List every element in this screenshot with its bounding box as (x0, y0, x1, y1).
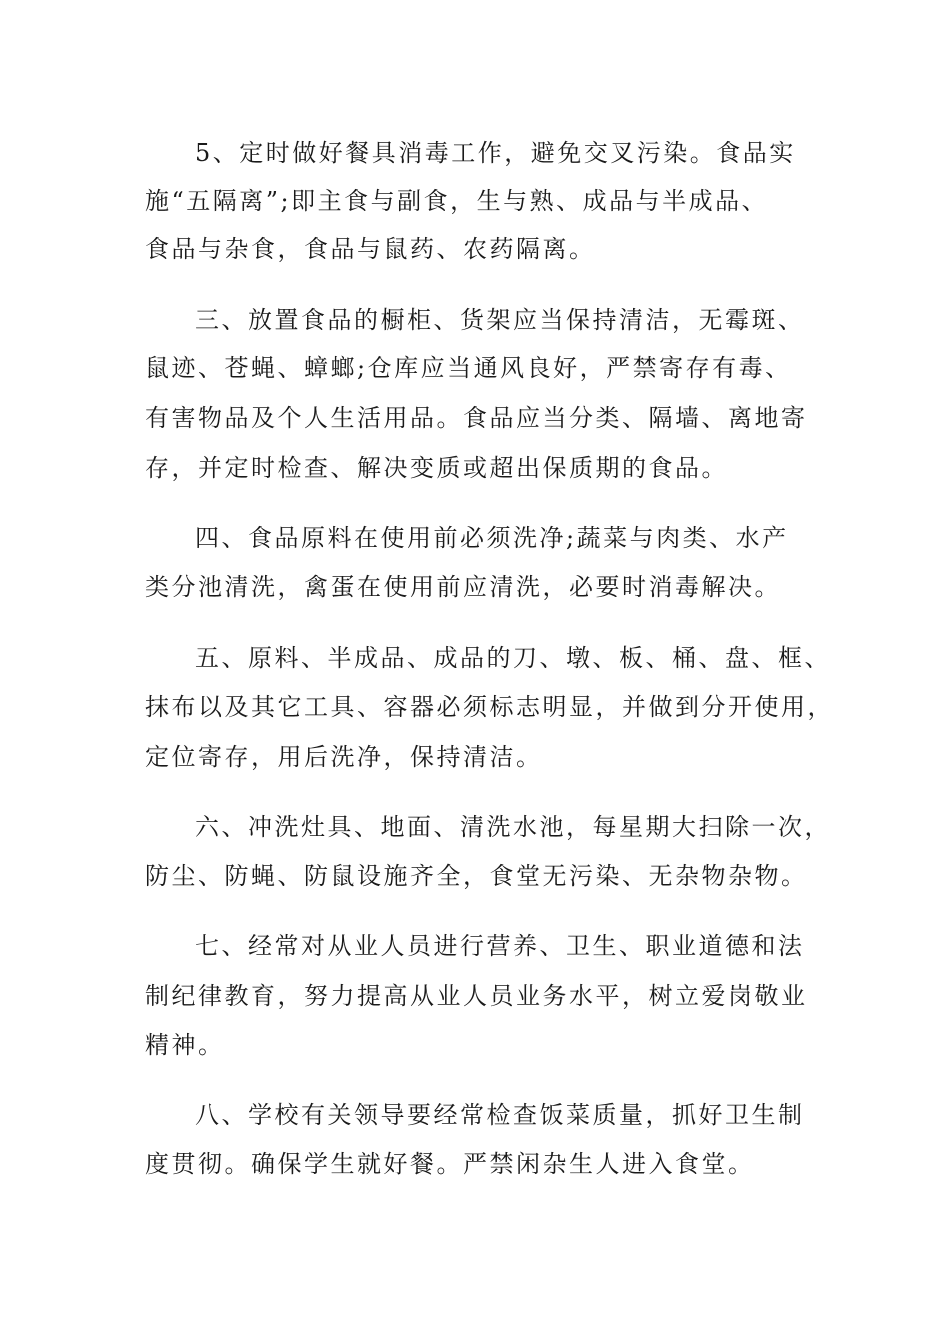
paragraph-6-line-2: 制纪律教育，努力提高从业人员业务水平，树立爱岗敬业 (145, 982, 808, 1010)
paragraph-1-line-3: 食品与杂食，食品与鼠药、农药隔离。 (145, 235, 596, 263)
paragraph-6-line-3: 精神。 (145, 1031, 225, 1059)
paragraph-2-line-4: 存，并定时检查、解决变质或超出保质期的食品。 (145, 454, 728, 482)
paragraph-5-line-2: 防尘、防蝇、防鼠设施齐全，食堂无污染、无杂物杂物。 (145, 862, 808, 890)
paragraph-3-line-1: 四、食品原料在使用前必须洗净;蔬菜与肉类、水产 (195, 524, 789, 552)
paragraph-4-line-3: 定位寄存，用后洗净，保持清洁。 (145, 743, 543, 771)
paragraph-2-line-3: 有害物品及个人生活用品。食品应当分类、隔墙、离地寄 (145, 404, 808, 432)
paragraph-4-line-2: 抹布以及其它工具、容器必须标志明显，并做到分开使用， (145, 693, 834, 721)
paragraph-5-line-1: 六、冲洗灶具、地面、清洗水池，每星期大扫除一次， (195, 813, 831, 841)
paragraph-1-line-2: 施“五隔离”;即主食与副食，生与熟、成品与半成品、 (145, 187, 769, 215)
paragraph-4-line-1: 五、原料、半成品、成品的刀、墩、板、桶、盘、框、 (195, 644, 831, 672)
paragraph-6-line-1: 七、经常对从业人员进行营养、卫生、职业道德和法 (195, 932, 805, 960)
paragraph-7-line-1: 八、学校有关领导要经常检查饭菜质量，抓好卫生制 (195, 1101, 805, 1129)
paragraph-3-line-2: 类分池清洗，禽蛋在使用前应清洗，必要时消毒解决。 (145, 573, 781, 601)
paragraph-2-line-2: 鼠迹、苍蝇、蟑螂;仓库应当通风良好，严禁寄存有毒、 (145, 354, 792, 382)
paragraph-2-line-1: 三、放置食品的橱柜、货架应当保持清洁，无霉斑、 (195, 306, 805, 334)
paragraph-1-line-1: 5、定时做好餐具消毒工作，避免交叉污染。食品实 (195, 139, 796, 167)
paragraph-7-line-2: 度贯彻。确保学生就好餐。严禁闲杂生人进入食堂。 (145, 1150, 755, 1178)
